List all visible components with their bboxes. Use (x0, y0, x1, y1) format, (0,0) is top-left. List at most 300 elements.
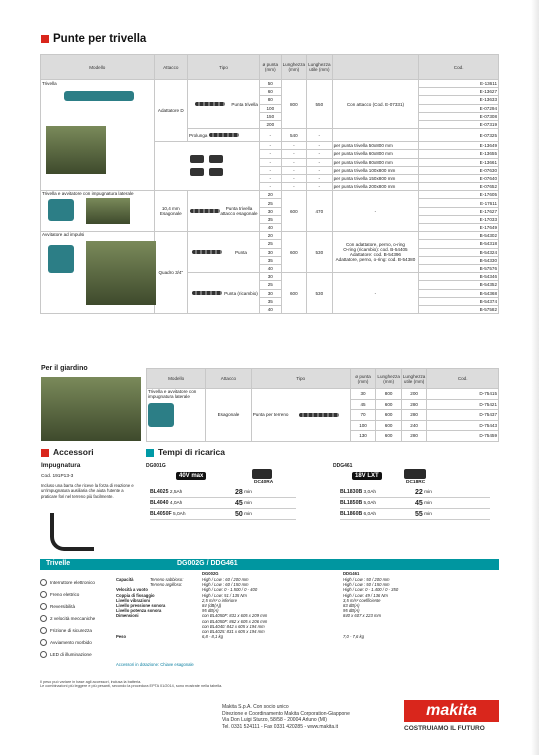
useful-length: 280 (401, 410, 426, 421)
length: 600 (376, 399, 401, 410)
brake-icon (40, 591, 47, 598)
length: - (281, 174, 306, 182)
charge-time: 50 (235, 510, 243, 518)
feature-label: Avviamento morbido (50, 640, 92, 646)
auger-table (40, 54, 499, 314)
note (332, 129, 419, 142)
code: E-13649 (419, 142, 499, 150)
length: - (281, 150, 306, 158)
code: E-17627 (419, 207, 499, 215)
battery-row (150, 509, 296, 520)
photo-drill-use (86, 198, 130, 224)
battery-table (340, 487, 490, 520)
battery-row (340, 498, 490, 509)
battery-ah: 5,0Ah (172, 512, 186, 517)
length: 800 (376, 389, 401, 400)
note: per punta trivella 50x800 mm (332, 142, 419, 150)
charger-label: DC40RA (254, 480, 274, 485)
col-header: ø punta (mm) (259, 55, 281, 80)
spec-key: Livello pressione sonora (116, 603, 166, 608)
code: B-54324 (419, 248, 499, 256)
spec-col-head: DG002G (202, 571, 219, 576)
code: E-17649 (419, 224, 499, 232)
charge-unit: min (244, 489, 252, 495)
code: B-54302 (419, 232, 499, 240)
address-line: Direzione e Coordinamento Makita Corporation-Giappone (222, 710, 350, 717)
footnotes (40, 680, 222, 688)
voltage-badge: 18V LXT (352, 472, 382, 480)
feature-label: Frizione di sicurezza (50, 628, 92, 634)
code: B-54374 (419, 297, 499, 305)
spec-val-a: con BL4025: 831 x 605 x 194 mm (202, 629, 265, 634)
note: - (332, 191, 419, 232)
table-row (147, 389, 499, 400)
code: E-17611 (419, 199, 499, 207)
diameter: 130 (350, 431, 376, 442)
diameter: - (259, 129, 281, 142)
table-row (41, 191, 499, 199)
extension-icon (209, 133, 239, 137)
code: B-54318 (419, 240, 499, 248)
led-icon (40, 651, 47, 658)
spec-sub: Terreno argilloso: (150, 582, 183, 588)
useful-length: 280 (401, 431, 426, 442)
length: 800 (281, 80, 306, 129)
diameter: 100 (259, 104, 281, 112)
bar-title: Trivelle (46, 560, 71, 567)
useful-length: 200 (401, 389, 426, 400)
switch-icon (40, 579, 47, 586)
charge-unit: min (244, 511, 252, 517)
diameter: 35 (259, 256, 281, 264)
length: 600 (376, 410, 401, 421)
length: 600 (376, 420, 401, 431)
makita-logo: makita (404, 700, 499, 722)
code: E-13655 (419, 150, 499, 158)
red-square-icon (41, 35, 49, 43)
diameter: - (259, 183, 281, 191)
diameter: 45 (350, 399, 376, 410)
footnote: Le combinazioni più leggere e più pesanti, secondo la procedura EPTA 01/2014, sono mostrate nella tabella. (40, 684, 223, 688)
diameter: 150 (259, 112, 281, 120)
model-label: Trivella e avvitatore con impugnatura laterale (148, 389, 197, 399)
feature-item (40, 577, 115, 589)
spec-key: Coppia di fissaggio (116, 592, 155, 598)
code: E-13633 (419, 96, 499, 104)
diameter: 30 (259, 207, 281, 215)
col-header: Lunghezza (mm) (376, 369, 401, 389)
model-cell (41, 191, 155, 232)
diameter: 40 (259, 305, 281, 313)
feature-item (40, 649, 115, 661)
useful-length: - (307, 129, 332, 142)
note (332, 232, 419, 273)
spec-key: Peso (116, 634, 127, 640)
code: E-07319 (419, 120, 499, 128)
photo-auger-use (46, 126, 106, 174)
battery-table (150, 487, 296, 520)
useful-length: 530 (307, 232, 332, 273)
code: D-75421 (427, 399, 499, 410)
type-label: Prolunga (189, 132, 208, 138)
spec-key: Velocità a vuoto (116, 587, 148, 593)
bar-models: DG002G / DDG461 (177, 560, 238, 567)
spec-key: Dimensioni (116, 613, 139, 619)
spec-key: Livello vibrazioni (116, 597, 150, 603)
page-edge (531, 0, 539, 755)
spec-val-b: High / Low : 50 / 200 mm (343, 577, 390, 582)
accessory-code: Cod. 191P13-3 (41, 474, 74, 479)
battery-name: BL1860B (340, 511, 363, 517)
slogan: COSTRUIAMO IL FUTURO (404, 725, 485, 732)
hex-bit-icon (190, 209, 220, 213)
diameter: 200 (259, 120, 281, 128)
useful-length: 550 (307, 80, 332, 129)
spec-val-a: 2,5 m/s² o inferiore (202, 597, 237, 603)
diameter: 20 (259, 191, 281, 199)
attacco-cell: Quadro 3/4" (154, 232, 188, 314)
note: per punta trivella 80x800 mm (332, 158, 419, 166)
spec-val-a: 84 (dB(A)) (202, 603, 222, 608)
note-line: Adattatore, perno, o-ring: cod. B-54380 (335, 257, 416, 263)
code: E-07640 (419, 174, 499, 182)
code: B-57582 (419, 305, 499, 313)
accessory-desc: Incluso una barra che riceve la forza di reazione e un'impugnatura ausiliaria che aiuta l'utente a praticare fori nel terreno più facilmente. (41, 483, 134, 499)
feature-label: 2 velocità meccaniche (50, 616, 96, 622)
diameter: 70 (350, 410, 376, 421)
accessory-name: Impugnatura (41, 462, 81, 469)
address-line: Tel. 0331 524111 - Fax 0331 420285 - www.makita.it (222, 723, 338, 730)
spec-val-a: con BL4050F: 862 x 605 x 206 mm (202, 618, 268, 624)
diameter: 25 (259, 281, 281, 289)
spec-val-a: 6,8 - 8,1 kg (202, 634, 223, 640)
diameter: 30 (350, 389, 376, 400)
soft-start-icon (40, 639, 47, 646)
battery-name: BL1850B (340, 500, 363, 506)
spec-val-a: con BL4050F: 831 x 605 x 209 mm (202, 613, 268, 619)
code: B-54352 (419, 281, 499, 289)
teal-square-icon (146, 449, 154, 457)
garden-table (146, 368, 499, 442)
attacco-cell: 10,4 mm Esagonale (154, 191, 188, 232)
feature-item (40, 613, 115, 625)
col-header: Modello (147, 369, 206, 389)
note-line: Adattatore: cod. B-54396 (349, 252, 401, 258)
code: B-54330 (419, 256, 499, 264)
spec-val-b: High / Low: 0 - 1.400 / 0 - 350 (343, 587, 399, 593)
code: D-75437 (427, 410, 499, 421)
attacco-cell: Adattatore D (154, 80, 188, 142)
charger-label: DC18RC (406, 480, 426, 485)
useful-length: - (307, 150, 332, 158)
diameter: 25 (259, 240, 281, 248)
note: per punta trivella 200x800 mm (332, 183, 419, 191)
spec-key: Livello potenza sonora (116, 608, 162, 614)
model-cell (41, 232, 155, 314)
feature-item (40, 637, 115, 649)
company-address (222, 704, 350, 730)
spec-sub: Terreno sabbioso: (150, 577, 184, 582)
diameter: 50 (259, 80, 281, 88)
feature-label: LED di illuminazione (50, 652, 92, 658)
diameter: 25 (259, 199, 281, 207)
type-label: Punta trivella attacco esagonale (220, 206, 258, 217)
feature-item (40, 625, 115, 637)
charge-time: 45 (235, 499, 243, 507)
type-cell (188, 191, 260, 232)
spec-key: Capacità (116, 577, 134, 582)
length: 600 (281, 191, 306, 232)
useful-length: - (307, 142, 332, 150)
type-label: Punta per terreno (252, 412, 289, 418)
diameter: 100 (350, 420, 376, 431)
battery-name: BL4025 (150, 489, 169, 495)
code: B-54346 (419, 273, 499, 281)
code: B-54368 (419, 289, 499, 297)
spec-val-b: 7,0 - 7,6 kg (343, 634, 364, 640)
code: E-17605 (419, 191, 499, 199)
code: D-75415 (427, 389, 499, 400)
type-cell (188, 232, 260, 273)
spec-val-b: 840 x 607 x 223 mm (343, 613, 381, 619)
diameter: - (259, 166, 281, 174)
col-header: Attacco (154, 55, 188, 80)
charger-icon (404, 469, 426, 479)
useful-length: 240 (401, 420, 426, 431)
spec-val-a: High / Low : 60 / 150 mm (202, 582, 249, 588)
blade-icon (209, 168, 223, 176)
section-title: Punte per trivella (41, 33, 146, 45)
battery-ah: 2,5Ah (169, 490, 183, 495)
diameter: - (259, 142, 281, 150)
battery-ah: 6,0Ah (363, 512, 377, 517)
battery-name: BL4050F (150, 511, 172, 517)
battery-row (340, 487, 490, 498)
charge-model: DG001G (146, 463, 166, 469)
length: 600 (281, 273, 306, 314)
battery-ah: 5,0Ah (363, 501, 377, 506)
diameter: 80 (259, 96, 281, 104)
charge-time: 22 (415, 488, 423, 496)
address-line: Via Don Luigi Sturzo, 58/58 - 20004 Arluno (MI) (222, 717, 327, 723)
charge-unit: min (424, 511, 432, 517)
impact-wrench-icon (48, 245, 74, 273)
col-header: Modello (41, 55, 155, 80)
blade-image (154, 142, 259, 191)
soil-bit-icon (299, 413, 339, 417)
useful-length: 530 (307, 273, 332, 314)
spec-col-head: DDG461 (343, 571, 360, 576)
note: per punta trivella 60x800 mm (332, 150, 419, 158)
attacco-cell: Esagonale (206, 389, 251, 442)
model-label: Avvitatore ad impulsi (42, 232, 85, 238)
table-row (41, 80, 499, 88)
length: - (281, 142, 306, 150)
diameter: 20 (259, 232, 281, 240)
useful-length: - (307, 174, 332, 182)
garden-title: Per il giardino (41, 365, 88, 372)
diameter: 40 (259, 224, 281, 232)
length: 600 (376, 431, 401, 442)
diameter: 35 (259, 297, 281, 305)
note: Con attacco (Cod. E-07331) (332, 80, 419, 129)
diameter: 30 (259, 273, 281, 281)
battery-row (150, 487, 296, 498)
diameter: - (259, 174, 281, 182)
note: per punta trivella 150x800 mm (332, 174, 419, 182)
clutch-icon (40, 627, 47, 634)
battery-name: BL4040 (150, 500, 169, 506)
length: 540 (281, 129, 306, 142)
photo-impact-use (86, 241, 156, 305)
col-header: Cod. (427, 369, 499, 389)
type-cell (188, 273, 260, 314)
auger-bit-icon (192, 291, 222, 295)
product-image (42, 237, 153, 311)
code: B-57576 (419, 264, 499, 272)
note-line: O-ring (ricambio): cod. B-54405 (343, 247, 408, 253)
code: E-07630 (419, 166, 499, 174)
code: D-75459 (427, 431, 499, 442)
code: D-75443 (427, 420, 499, 431)
code: E-13627 (419, 88, 499, 96)
feature-item (40, 589, 115, 601)
type-label: Punta (234, 249, 247, 255)
charge-time: 55 (415, 510, 423, 518)
blade-icon (190, 168, 204, 176)
accessories-included: Accessori in dotazione: Chiave esagonale (116, 662, 194, 667)
feature-label: Interruttore elettronico (50, 580, 95, 586)
spec-val-a: High / Low: 0 - 1.500 / 0 - 400 (202, 587, 258, 593)
charger-icon (252, 469, 272, 479)
type-label: Punta trivella (231, 101, 258, 107)
note: per punta trivella 100x800 mm (332, 166, 419, 174)
useful-length: 470 (307, 191, 332, 232)
model-label: Trivella (42, 81, 57, 86)
charge-model: DDG461 (333, 463, 353, 469)
model-label: Trivella e avvitatore con impugnatura laterale (42, 191, 134, 197)
spec-val-a: High / Low: 51 / 135 Nm (202, 592, 247, 598)
model-cell (147, 389, 206, 442)
feature-label: Freno elettrico (50, 592, 80, 598)
drill-icon (48, 199, 74, 221)
length: - (281, 166, 306, 174)
spec-val-b: 3,5 m/s² coefficiente (343, 597, 381, 603)
charge-unit: min (244, 500, 252, 506)
col-header: Lunghezza utile (mm) (401, 369, 426, 389)
col-header (332, 55, 419, 80)
reverse-icon (40, 603, 47, 610)
useful-length: - (307, 166, 332, 174)
diameter: - (259, 158, 281, 166)
diameter: 40 (259, 264, 281, 272)
col-header: Tipo (251, 369, 350, 389)
table-row (41, 232, 499, 240)
battery-ah: 3,0Ah (363, 490, 377, 495)
diameter: 35 (259, 215, 281, 223)
spec-val-a: con BL4040: 842 x 605 x 194 mm (202, 623, 265, 629)
handle-image (50, 513, 94, 551)
spec-row (116, 634, 496, 639)
length: - (281, 158, 306, 166)
code: E-13611 (419, 80, 499, 88)
charge-unit: min (424, 500, 432, 506)
product-image (42, 86, 153, 178)
diameter: 30 (259, 248, 281, 256)
col-header: Lunghezza (mm) (281, 55, 306, 80)
drill-icon (148, 403, 174, 427)
spec-val-b: High / Low : 50 / 150 mm (343, 582, 390, 588)
red-square-icon (41, 449, 49, 457)
feature-label: Reversibilità (50, 604, 76, 610)
col-header: ø punta (mm) (350, 369, 376, 389)
spec-val-a: High / Low : 60 / 200 mm (202, 577, 249, 582)
auger-bit-icon (195, 102, 225, 106)
type-cell (188, 80, 260, 129)
spec-val-b: 83 dB(A) (343, 603, 360, 608)
feature-item (40, 601, 115, 613)
spec-val-b: 95 dB(A) (343, 608, 360, 614)
battery-row (340, 509, 490, 520)
code: E-07325 (419, 129, 499, 142)
gear-icon (40, 615, 47, 622)
diameter: 60 (259, 88, 281, 96)
footnote: Il peso può variare in base agli accessori, inclusa la batteria. (40, 680, 142, 684)
product-image (42, 196, 153, 226)
auger-bit-icon (192, 250, 222, 254)
length: - (281, 183, 306, 191)
code: E-07308 (419, 112, 499, 120)
accessori-title: Accessori (41, 447, 94, 457)
model-cell (41, 80, 155, 191)
col-header: Attacco (206, 369, 251, 389)
type-cell (251, 389, 350, 442)
tempi-title: Tempi di ricarica (146, 447, 225, 457)
code: E-07294 (419, 104, 499, 112)
note: - (332, 273, 419, 314)
battery-row (150, 498, 296, 509)
code: E-13661 (419, 158, 499, 166)
battery-name: BL1830B (340, 489, 363, 495)
useful-length: 280 (401, 399, 426, 410)
note-line: Con adattatore, perno, o-ring (345, 242, 405, 248)
diameter: 30 (259, 289, 281, 297)
code: E-07652 (419, 183, 499, 191)
diameter: - (259, 150, 281, 158)
col-header: Tipo (188, 55, 260, 80)
blade-icon (209, 155, 223, 163)
photo-garden (41, 377, 141, 441)
voltage-badge: 40V max (176, 472, 206, 480)
trivelle-bar (40, 559, 499, 570)
charge-time: 45 (415, 499, 423, 507)
charge-unit: min (424, 489, 432, 495)
spec-val-b: High / Low: 49 / 136 Nm (343, 592, 388, 598)
type-label: Punta (ricambio) (224, 290, 258, 296)
address-line: Makita S.p.A. Con socio unico (222, 704, 289, 710)
useful-length: - (307, 183, 332, 191)
blade-icon (190, 155, 204, 163)
auger-tool-icon (64, 91, 134, 101)
type-cell (188, 129, 260, 142)
length: 600 (281, 232, 306, 273)
col-header: Lunghezza utile (mm) (307, 55, 332, 80)
battery-ah: 4,0Ah (169, 501, 183, 506)
charge-time: 28 (235, 488, 243, 496)
useful-length: - (307, 158, 332, 166)
code: E-17033 (419, 215, 499, 223)
spec-val-a: 95 dB(A) (202, 608, 219, 614)
